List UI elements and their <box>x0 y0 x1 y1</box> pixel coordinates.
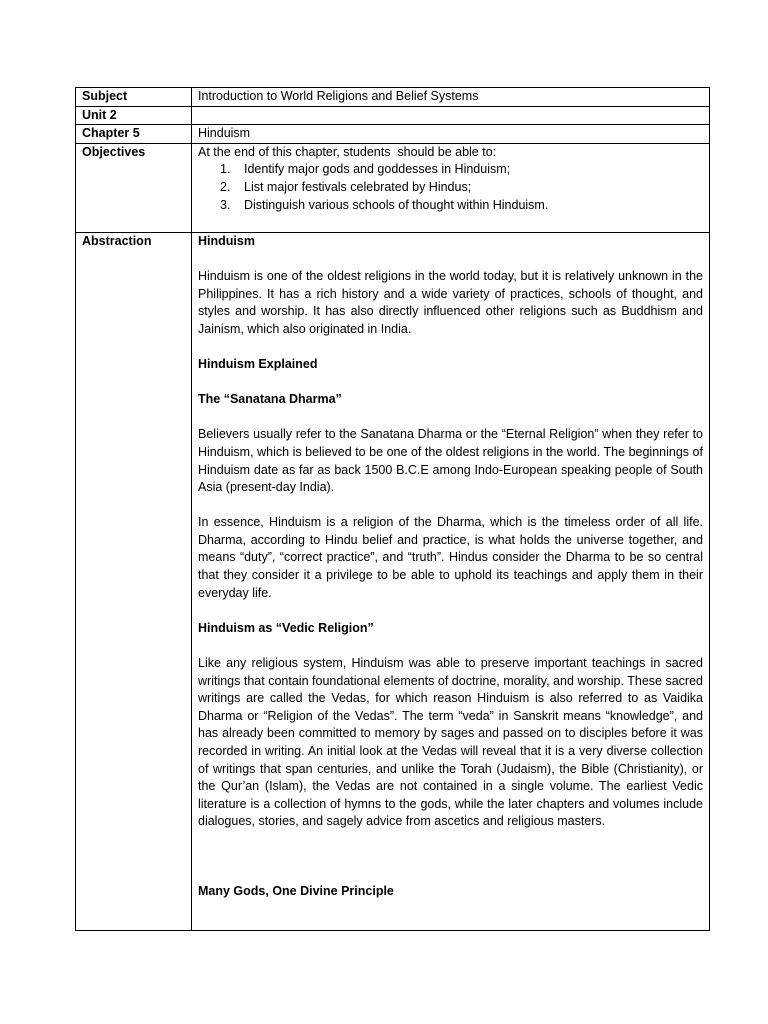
objectives-cell <box>192 143 710 232</box>
objectives-list <box>198 161 703 214</box>
list-item-text: Identify major gods and goddesses in Hinduism; <box>244 162 511 177</box>
chapter-value: Hinduism <box>192 125 710 144</box>
section-heading: Many Gods, One Divine Principle <box>198 883 394 898</box>
document-page <box>75 87 709 931</box>
lesson-table <box>75 87 710 931</box>
paragraph: In essence, Hinduism is a religion of the Dharma, which is the timeless order of all life. Dharma, according to Hindu belief and practice, is what holds the universe together, and means “duty”, “correct practice”, and “truth”. Hindus consider the Dharma to be so central that they consider it a privilege to be able to uphold its teachings and apply them in their everyday life. <box>198 515 703 600</box>
list-item <box>198 197 703 215</box>
list-item <box>198 179 703 197</box>
paragraph: Like any religious system, Hinduism was able to preserve important teachings in sacred writings that contain foundational elements of doctrine, morality, and worship. These sacred writings are called the Vedas, for which reason Hinduism is also referred to as Vaidika Dharma or “Religion of the Vedas”. The term “veda” in Sanskrit means “knowledge”, and has already been committed to memory by sages and passed on to disciples before it was recorded in writing. An initial look at the Vedas will reveal that it is a very diverse collection of writings that span centuries, and unlike the Torah (Judaism), the Bible (Christianity), or the Qur’an (Islam), the Vedas are not contained in a single volume. The earliest Vedic literature is a collection of hymns to the gods, while the later chapters and volumes include dialogues, stories, and sagely advice from ascetics and religious masters. <box>198 656 703 829</box>
section-heading: Hinduism Explained <box>198 356 318 371</box>
subject-label: Subject <box>76 88 192 107</box>
unit-value <box>192 106 710 125</box>
chapter-row <box>76 125 710 144</box>
unit-label: Unit 2 <box>76 106 192 125</box>
paragraph: Believers usually refer to the Sanatana Dharma or the “Eternal Religion” when they refer to Hinduism, which is believed to be one of the oldest religions in the world. The beginnings of Hinduism date as far as back 1500 B.C.E among Indo-European speaking people of South Asia (present-day India). <box>198 427 703 495</box>
chapter-label: Chapter 5 <box>76 125 192 144</box>
subject-row <box>76 88 710 107</box>
subject-value: Introduction to World Religions and Belief Systems <box>192 88 710 107</box>
section-heading: Hinduism <box>198 233 255 248</box>
list-item-text: Distinguish various schools of thought within Hinduism. <box>244 197 549 212</box>
objectives-intro: At the end of this chapter, students should be able to: <box>198 144 497 159</box>
list-item-text: List major festivals celebrated by Hindus; <box>244 179 472 194</box>
paragraph: Hinduism is one of the oldest religions in the world today, but it is relatively unknown in the Philippines. It has a rich history and a wide variety of practices, schools of thought, and styles and worship. It has also directly influenced other religions such as Buddhism and Jainism, which also originated in India. <box>198 268 703 336</box>
unit-row <box>76 106 710 125</box>
section-heading: The “Sanatana Dharma” <box>198 392 342 407</box>
list-item-number: 1. <box>220 162 231 177</box>
list-item <box>198 161 703 179</box>
abstraction-cell <box>192 232 710 930</box>
list-item-number: 3. <box>220 197 231 212</box>
section-heading: Hinduism as “Vedic Religion” <box>198 620 374 635</box>
objectives-row <box>76 143 710 232</box>
objectives-label: Objectives <box>76 143 192 232</box>
list-item-number: 2. <box>220 179 231 194</box>
abstraction-label: Abstraction <box>76 232 192 930</box>
abstraction-row <box>76 232 710 930</box>
